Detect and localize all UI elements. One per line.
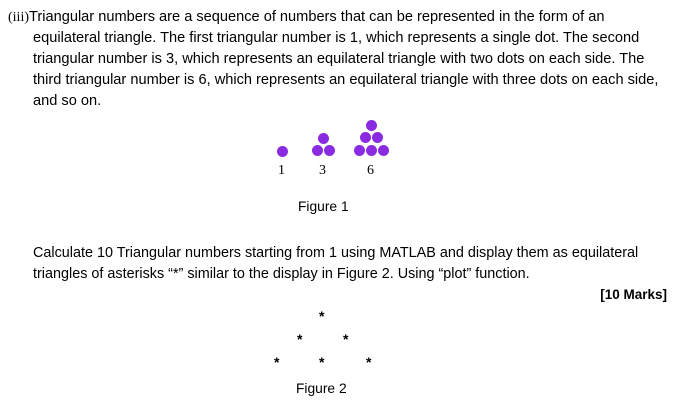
task-line-2: triangles of asterisks “*” similar to the display in Figure 2. Using “plot” function. (33, 266, 530, 282)
question-line-2: equilateral triangle. The first triangular number is 1, which represents a single dot. The second (33, 30, 640, 46)
figure2-asterisk: * (297, 331, 303, 347)
figure1-caption: Figure 1 (298, 199, 349, 214)
question-number: (iii) (8, 10, 29, 25)
question-line-4: third triangular number is 6, which represents an equilateral triangle with three dots on each side, (33, 72, 659, 88)
figure1-dot (318, 133, 329, 144)
figure2-asterisk: * (274, 354, 280, 370)
task-line-1: Calculate 10 Triangular numbers starting from 1 using MATLAB and display them as equilateral (33, 245, 639, 261)
question-line-1 (8, 7, 668, 28)
question-text (8, 7, 668, 112)
figure1-dot (372, 132, 383, 143)
figure1-label-3: 3 (319, 163, 326, 178)
figure2-asterisk: * (319, 308, 325, 324)
figure1-dot (366, 145, 377, 156)
question-line-3: triangular number is 3, which represents an equilateral triangle with two dots on each side. The (33, 51, 645, 67)
figure1-label-1: 1 (278, 163, 285, 178)
figure2-asterisk: * (366, 354, 372, 370)
figure1-dot (277, 146, 288, 157)
figure1-dot (378, 145, 389, 156)
question-line-1-text: Triangular numbers are a sequence of numbers that can be represented in the form of an (29, 9, 605, 25)
figure2-asterisk: * (319, 354, 325, 370)
task-text (33, 243, 673, 285)
figure1-label-6: 6 (367, 163, 374, 178)
figure1-dot (366, 120, 377, 131)
question-line-5: and so on. (33, 93, 102, 109)
figure1-dot (360, 132, 371, 143)
marks-label: [10 Marks] (600, 287, 667, 302)
figure2-caption: Figure 2 (296, 381, 347, 396)
figure1-dot (324, 145, 335, 156)
figure2-asterisk: * (343, 331, 349, 347)
figure1-dot (354, 145, 365, 156)
figure1-dot (312, 145, 323, 156)
